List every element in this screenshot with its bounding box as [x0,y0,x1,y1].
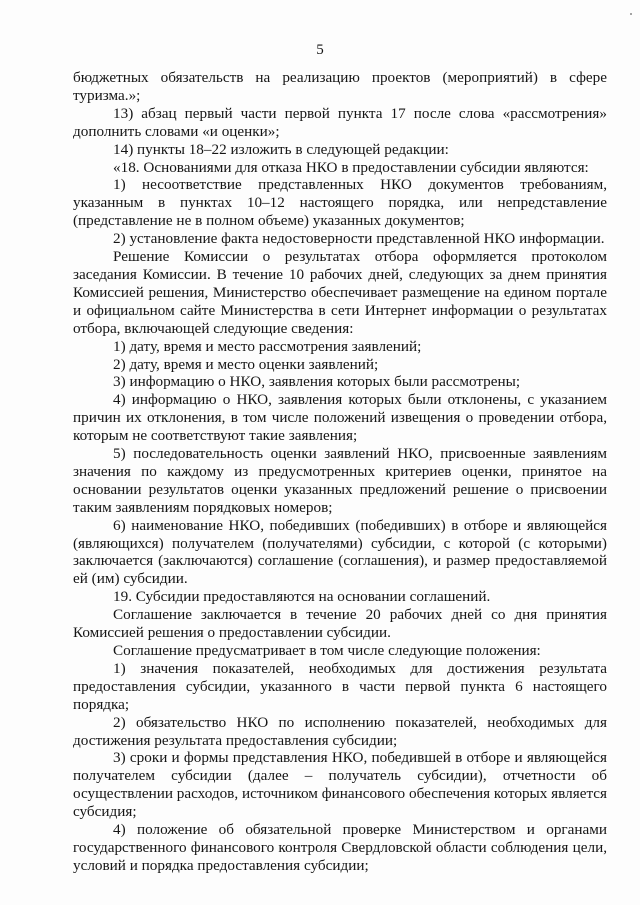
paragraph: 4) информацию о НКО, заявления которых были отклонены, с указанием причин их отклонения, в том числе положений извещения о проведении отбора, которым не соответствуют такие заявления; [73,391,607,445]
paragraph: 14) пункты 18–22 изложить в следующей редакции: [113,140,449,158]
page-number: 5 [316,42,324,58]
paragraph: 3) информацию о НКО, заявления которых были рассмотрены; [113,373,521,391]
paragraph: 6) наименование НКО, победивших (победивших) в отборе и являющейся (являющихся) получателем (получателями) субсидии, с которой (с которыми) заключается (заключаются) соглашение (соглашения), и размер предоставляемой ей (им) субсидии. [73,516,607,588]
paragraph: 1) дату, время и место рассмотрения заявлений; [113,337,422,355]
paragraph: 5) последовательность оценки заявлений НКО, присвоенные заявлениям значения по каждому из предусмотренных критериев оценки, принятое на основании результатов оценки указанных предложений решение о присвоении таким заявлениям порядковых номеров; [73,445,607,516]
paragraph: 2) обязательство НКО по исполнению показателей, необходимых для достижения результата предоставления субсидии; [73,713,607,749]
paragraph: 1) значения показателей, необходимых для достижения результата предоставления субсидии, указанного в части первой пункта 6 настоящего порядка; [73,659,607,713]
paragraph: 1) несоответствие представленных НКО документов требованиям, указанным в пунктах 10–12 настоящего порядка, или непредставление (представление не в полном объеме) указанных документов; [73,176,607,230]
paragraph: Решение Комиссии о результатах отбора оформляется протоколом заседания Комиссии. В течение 10 рабочих дней, следующих за днем принятия Комиссией решения, Министерство обеспечивает размещение на едином портале и официальном сайте Министерства в сети Интернет информации о результатах отбора, включающей следующие сведения: [73,248,607,337]
paragraph: Соглашение заключается в течение 20 рабочих дней со дня принятия Комиссией решения о предоставлении субсидии. [73,606,607,642]
paragraph: 2) дату, время и место оценки заявлений; [113,355,379,373]
paragraph: «18. Основаниями для отказа НКО в предоставлении субсидии являются: [113,158,589,176]
paragraph: 19. Субсидии предоставляются на основании соглашений. [113,588,491,606]
paragraph: 13) абзац первый части первой пункта 17 после слова «рассмотрения» дополнить словами «и оценки»; [73,104,607,140]
paragraph: 4) положение об обязательной проверке Министерством и органами государственного финансового контроля Свердловской области соблюдения цели, условий и порядка предоставления субсидии; [73,821,607,874]
document-body [73,69,607,875]
scan-dot [630,13,632,15]
paragraph: 2) установление факта недостоверности представленной НКО информации. [113,230,605,248]
paragraph: 3) сроки и формы представления НКО, победившей в отборе и являющейся получателем субсидии (далее – получатель субсидии), отчетности об осуществлении расходов, источником финансового обеспечения которых является субсидия; [73,749,607,821]
paragraph: бюджетных обязательств на реализацию проектов (мероприятий) в сфере туризма.»; [73,69,607,104]
paragraph: Соглашение предусматривает в том числе следующие положения: [113,642,541,659]
